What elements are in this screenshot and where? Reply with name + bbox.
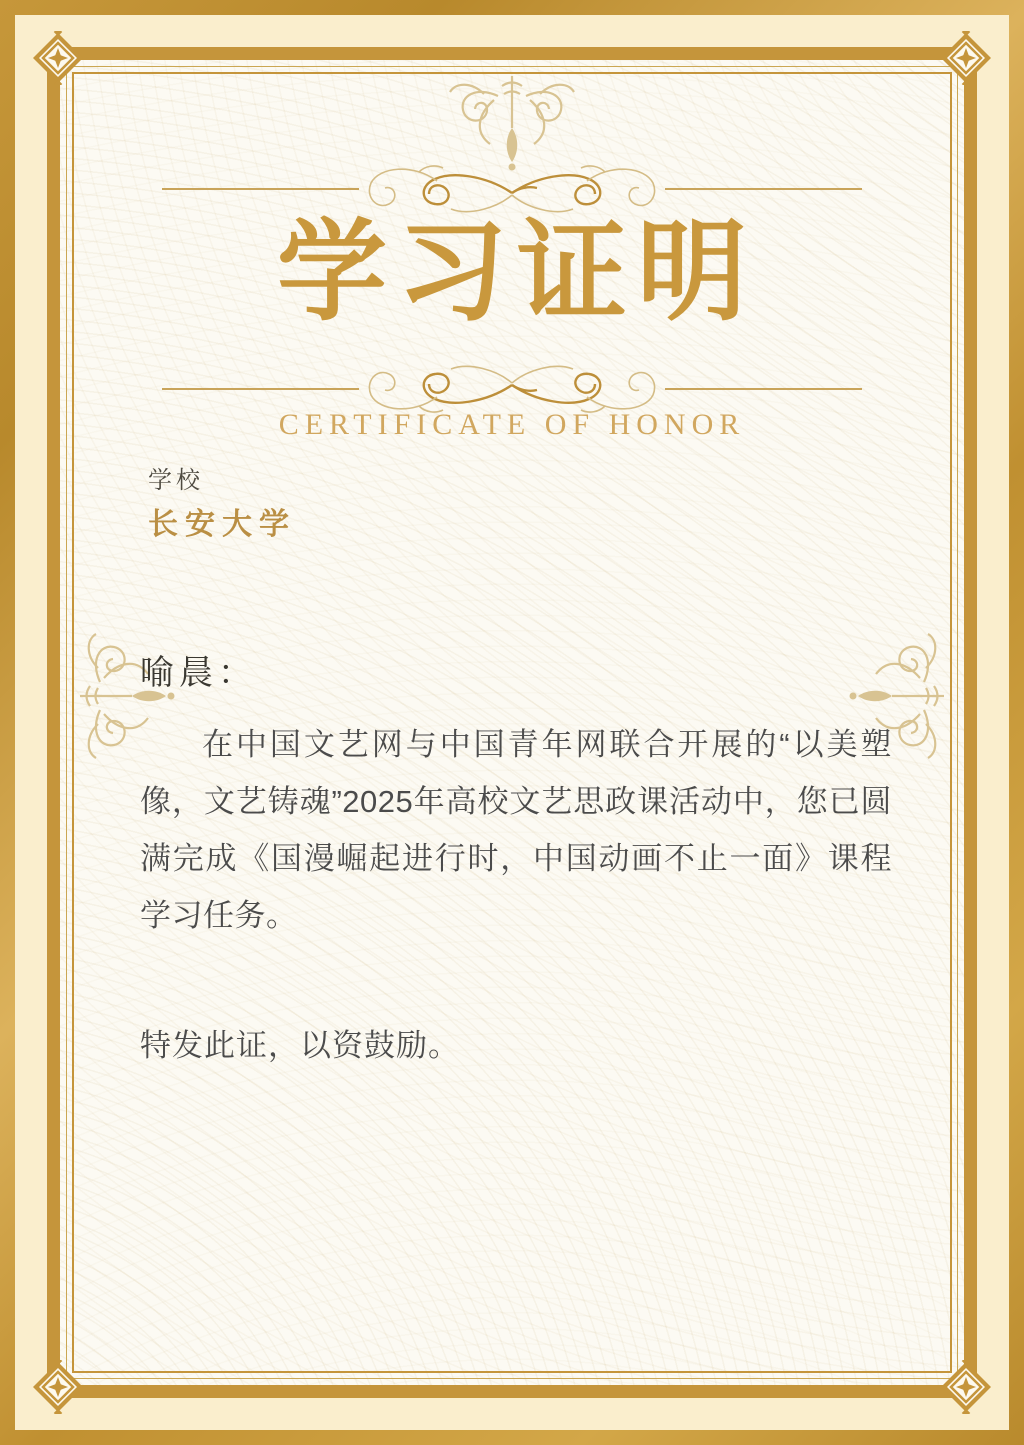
- corner-diamond-icon: [31, 1360, 85, 1414]
- certificate-title: 学习证明: [277, 207, 757, 336]
- school-label: 学校: [148, 467, 204, 494]
- corner-diamond-icon: [939, 1360, 993, 1414]
- certificate-subtitle: CERTIFICATE OF HONOR: [278, 408, 746, 441]
- divider-rule: [162, 188, 359, 190]
- corner-diamond-icon: [939, 31, 993, 85]
- divider-rule: [665, 388, 862, 390]
- divider-rule: [162, 388, 359, 390]
- recipient-name: 喻晨：: [140, 654, 257, 692]
- divider-rule: [665, 188, 862, 190]
- school-name: 长安大学: [148, 508, 296, 541]
- corner-diamond-icon: [31, 31, 85, 85]
- closing-line: 特发此证，以资鼓励。: [140, 1028, 460, 1063]
- body-paragraph: 在中国文艺网与中国青年网联合开展的“以美塑像，文艺铸魂”2025年高校文艺思政课活动中，您已圆满完成《国漫崛起进行时，中国动画不止一面》课程学习任务。: [140, 727, 892, 933]
